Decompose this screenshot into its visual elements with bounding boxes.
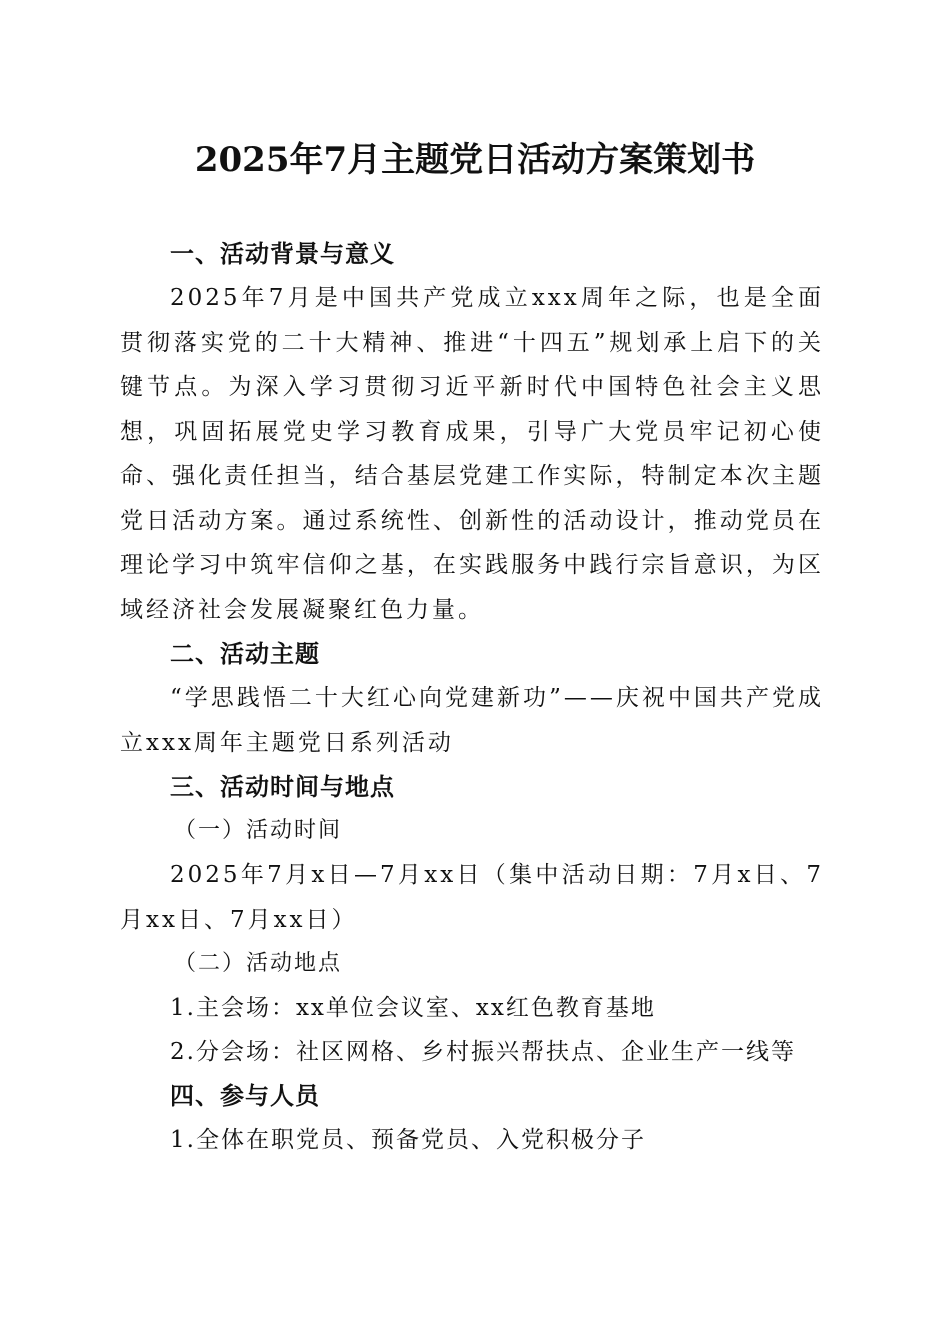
- time-paragraph: 2025年7月x日—7月xx日（集中活动日期：7月x日、7月xx日、7月xx日）: [120, 862, 824, 933]
- theme-paragraph: “学思践悟二十大红心向党建新功”——庆祝中国共产党成立xxx周年主题党日系列活动: [120, 685, 824, 756]
- participants-item: 1.全体在职党员、预备党员、入党积极分子: [170, 1127, 646, 1153]
- place-item-branch: 2.分会场：社区网格、乡村振兴帮扶点、企业生产一线等: [170, 1039, 796, 1065]
- document-body: [120, 232, 824, 1162]
- section-heading-time-place: 三、活动时间与地点: [170, 773, 395, 801]
- place-subheading: （二）活动地点: [174, 951, 343, 976]
- time-subheading: （一）活动时间: [174, 818, 343, 843]
- background-paragraph: 2025年7月是中国共产党成立xxx周年之际，也是全面贯彻落实党的二十大精神、推进“十四五”规划承上启下的关键节点。为深入学习贯彻习近平新时代中国特色社会主义思想，巩固拓展党史学习教育成果，引导广大党员牢记初心使命、强化责任担当，结合基层党建工作实际，特制定本次主题党日活动方案。通过系统性、创新性的活动设计，推动党员在理论学习中筑牢信仰之基，在实践服务中践行宗旨意识，为区域经济社会发展凝聚红色力量。: [120, 285, 824, 623]
- section-heading-background: 一、活动背景与意义: [170, 240, 395, 268]
- section-heading-theme: 二、活动主题: [170, 640, 320, 668]
- section-heading-participants: 四、参与人员: [170, 1082, 320, 1110]
- document-title: 2025年7月主题党日活动方案策划书: [194, 140, 756, 180]
- place-item-main: 1.主会场：xx单位会议室、xx红色教育基地: [170, 995, 656, 1021]
